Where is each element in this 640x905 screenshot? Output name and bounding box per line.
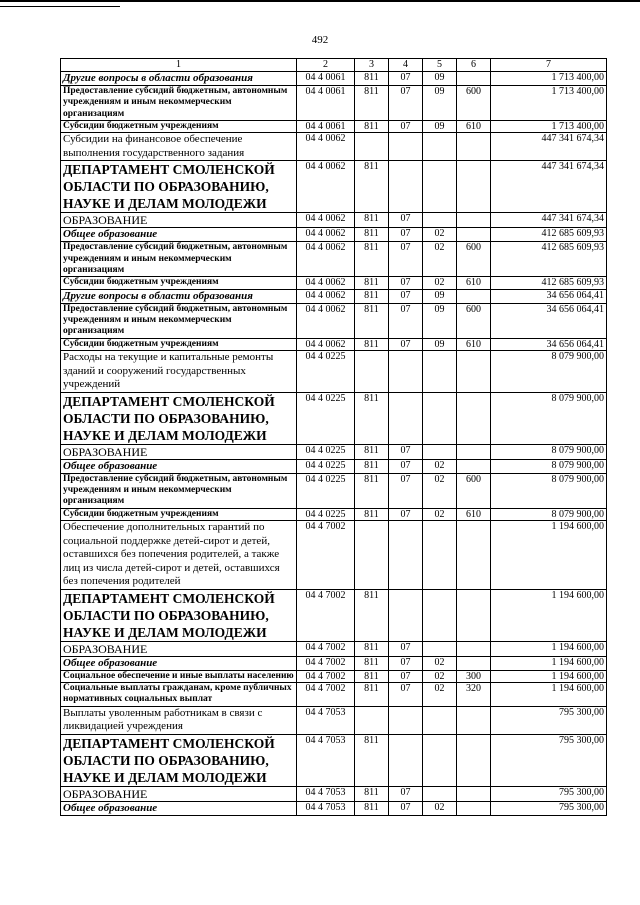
row-rz: 07 <box>389 444 423 459</box>
row-sum: 1 713 400,00 <box>491 120 607 133</box>
table-row <box>61 277 607 290</box>
row-vr <box>457 351 491 393</box>
row-vr: 300 <box>457 670 491 683</box>
row-vr <box>457 786 491 801</box>
row-pr <box>423 641 457 656</box>
row-name: ДЕПАРТАМЕНТ СМОЛЕНСКОЙ ОБЛАСТИ ПО ОБРАЗОВАНИЮ, НАУКЕ И ДЕЛАМ МОЛОДЕЖИ <box>61 161 297 213</box>
row-pr: 02 <box>423 473 457 508</box>
table-row <box>61 656 607 670</box>
row-ved: 811 <box>355 242 389 277</box>
page-number: 492 <box>311 34 329 46</box>
row-sum: 1 194 600,00 <box>491 670 607 683</box>
row-vr <box>457 392 491 444</box>
row-pr: 09 <box>423 289 457 303</box>
row-sum: 447 341 674,34 <box>491 133 607 161</box>
row-code: 04 4 0062 <box>297 289 355 303</box>
row-sum: 8 079 900,00 <box>491 351 607 393</box>
row-ved: 811 <box>355 589 389 641</box>
row-name: ОБРАЗОВАНИЕ <box>61 641 297 656</box>
row-vr <box>457 289 491 303</box>
row-vr <box>457 228 491 242</box>
row-sum: 8 079 900,00 <box>491 473 607 508</box>
row-code: 04 4 7053 <box>297 786 355 801</box>
row-name: Субсидии бюджетным учреждениям <box>61 338 297 351</box>
row-ved: 811 <box>355 801 389 815</box>
row-code: 04 4 7002 <box>297 641 355 656</box>
row-pr <box>423 161 457 213</box>
row-ved: 811 <box>355 277 389 290</box>
row-sum: 1 194 600,00 <box>491 656 607 670</box>
header-col-4: 4 <box>389 59 423 72</box>
row-rz: 07 <box>389 459 423 473</box>
row-vr <box>457 444 491 459</box>
row-sum: 8 079 900,00 <box>491 392 607 444</box>
row-pr: 09 <box>423 338 457 351</box>
row-vr <box>457 706 491 734</box>
row-name: ОБРАЗОВАНИЕ <box>61 213 297 228</box>
row-name: Социальные выплаты гражданам, кроме публичных нормативных социальных выплат <box>61 683 297 707</box>
header-col-1: 1 <box>61 59 297 72</box>
row-code: 04 4 0061 <box>297 72 355 86</box>
row-code: 04 4 0062 <box>297 303 355 338</box>
row-rz: 07 <box>389 641 423 656</box>
row-pr: 02 <box>423 459 457 473</box>
row-sum: 34 656 064,41 <box>491 303 607 338</box>
row-code: 04 4 7053 <box>297 706 355 734</box>
table-row <box>61 734 607 786</box>
row-name: Субсидии бюджетным учреждениям <box>61 277 297 290</box>
row-pr <box>423 734 457 786</box>
row-name: Другие вопросы в области образования <box>61 72 297 86</box>
row-sum: 447 341 674,34 <box>491 213 607 228</box>
header-col-5: 5 <box>423 59 457 72</box>
row-code: 04 4 0225 <box>297 473 355 508</box>
row-ved: 811 <box>355 338 389 351</box>
row-rz <box>389 392 423 444</box>
row-ved: 811 <box>355 683 389 707</box>
row-code: 04 4 0062 <box>297 277 355 290</box>
row-ved: 811 <box>355 641 389 656</box>
table-row <box>61 508 607 521</box>
table-row <box>61 289 607 303</box>
row-rz: 07 <box>389 338 423 351</box>
row-pr <box>423 351 457 393</box>
row-vr <box>457 72 491 86</box>
row-vr: 610 <box>457 508 491 521</box>
row-rz: 07 <box>389 120 423 133</box>
row-code: 04 4 7053 <box>297 801 355 815</box>
row-code: 04 4 7002 <box>297 656 355 670</box>
row-vr <box>457 213 491 228</box>
row-pr <box>423 786 457 801</box>
row-name: Субсидии бюджетным учреждениям <box>61 120 297 133</box>
row-rz: 07 <box>389 228 423 242</box>
row-rz: 07 <box>389 213 423 228</box>
row-vr <box>457 641 491 656</box>
row-code: 04 4 0062 <box>297 228 355 242</box>
row-name: ОБРАЗОВАНИЕ <box>61 444 297 459</box>
row-code: 04 4 0225 <box>297 392 355 444</box>
row-code: 04 4 7002 <box>297 521 355 590</box>
table-row <box>61 228 607 242</box>
row-rz <box>389 521 423 590</box>
row-pr: 02 <box>423 683 457 707</box>
table-row <box>61 706 607 734</box>
row-pr <box>423 521 457 590</box>
row-name: Общее образование <box>61 801 297 815</box>
row-sum: 795 300,00 <box>491 786 607 801</box>
row-sum: 412 685 609,93 <box>491 242 607 277</box>
row-rz: 07 <box>389 683 423 707</box>
table-row <box>61 473 607 508</box>
row-name: Общее образование <box>61 228 297 242</box>
row-vr: 610 <box>457 277 491 290</box>
row-name: Социальное обеспечение и иные выплаты населению <box>61 670 297 683</box>
row-pr: 02 <box>423 670 457 683</box>
row-code: 04 4 7002 <box>297 683 355 707</box>
row-rz <box>389 734 423 786</box>
row-ved: 811 <box>355 786 389 801</box>
row-name: Общее образование <box>61 656 297 670</box>
row-sum: 1 194 600,00 <box>491 641 607 656</box>
row-pr: 02 <box>423 801 457 815</box>
row-name: ОБРАЗОВАНИЕ <box>61 786 297 801</box>
top-border-line-short <box>0 6 120 7</box>
row-rz: 07 <box>389 289 423 303</box>
row-code: 04 4 0225 <box>297 508 355 521</box>
row-pr: 09 <box>423 86 457 121</box>
row-name: Субсидии на финансовое обеспечение выполнения государственного задания <box>61 133 297 161</box>
row-ved: 811 <box>355 289 389 303</box>
row-name: Предоставление субсидий бюджетным, автономным учреждениям и иным некоммерческим организациям <box>61 473 297 508</box>
row-sum: 447 341 674,34 <box>491 161 607 213</box>
table-row <box>61 392 607 444</box>
header-col-2: 2 <box>297 59 355 72</box>
top-border-line <box>0 0 640 2</box>
row-rz: 07 <box>389 508 423 521</box>
row-vr <box>457 801 491 815</box>
row-sum: 34 656 064,41 <box>491 338 607 351</box>
row-ved: 811 <box>355 303 389 338</box>
row-ved: 811 <box>355 473 389 508</box>
row-pr <box>423 589 457 641</box>
row-rz: 07 <box>389 670 423 683</box>
row-rz <box>389 589 423 641</box>
row-rz: 07 <box>389 72 423 86</box>
row-rz <box>389 706 423 734</box>
row-ved <box>355 521 389 590</box>
row-rz: 07 <box>389 242 423 277</box>
table-body <box>61 72 607 816</box>
row-name: ДЕПАРТАМЕНТ СМОЛЕНСКОЙ ОБЛАСТИ ПО ОБРАЗОВАНИЮ, НАУКЕ И ДЕЛАМ МОЛОДЕЖИ <box>61 589 297 641</box>
row-name: Выплаты уволенным работникам в связи с ликвидацией учреждения <box>61 706 297 734</box>
row-rz: 07 <box>389 473 423 508</box>
row-ved: 811 <box>355 72 389 86</box>
row-ved <box>355 351 389 393</box>
row-rz <box>389 351 423 393</box>
row-sum: 8 079 900,00 <box>491 508 607 521</box>
row-name: Предоставление субсидий бюджетным, автономным учреждениям и иным некоммерческим организациям <box>61 303 297 338</box>
row-sum: 795 300,00 <box>491 734 607 786</box>
row-ved: 811 <box>355 734 389 786</box>
table-row <box>61 589 607 641</box>
row-name: Предоставление субсидий бюджетным, автономным учреждениям и иным некоммерческим организациям <box>61 242 297 277</box>
row-ved: 811 <box>355 213 389 228</box>
row-ved: 811 <box>355 656 389 670</box>
row-rz: 07 <box>389 303 423 338</box>
row-sum: 1 194 600,00 <box>491 521 607 590</box>
row-code: 04 4 0225 <box>297 459 355 473</box>
row-pr: 09 <box>423 72 457 86</box>
row-pr: 02 <box>423 242 457 277</box>
table-row <box>61 683 607 707</box>
table-row <box>61 213 607 228</box>
table-row <box>61 351 607 393</box>
row-ved <box>355 133 389 161</box>
row-sum: 795 300,00 <box>491 706 607 734</box>
row-name: ДЕПАРТАМЕНТ СМОЛЕНСКОЙ ОБЛАСТИ ПО ОБРАЗОВАНИЮ, НАУКЕ И ДЕЛАМ МОЛОДЕЖИ <box>61 392 297 444</box>
row-vr: 610 <box>457 120 491 133</box>
table-row <box>61 444 607 459</box>
row-pr: 02 <box>423 277 457 290</box>
row-sum: 34 656 064,41 <box>491 289 607 303</box>
row-name: Другие вопросы в области образования <box>61 289 297 303</box>
row-name: ДЕПАРТАМЕНТ СМОЛЕНСКОЙ ОБЛАСТИ ПО ОБРАЗОВАНИЮ, НАУКЕ И ДЕЛАМ МОЛОДЕЖИ <box>61 734 297 786</box>
row-vr: 600 <box>457 242 491 277</box>
row-pr: 02 <box>423 508 457 521</box>
row-vr <box>457 133 491 161</box>
table-row <box>61 120 607 133</box>
row-pr <box>423 392 457 444</box>
row-vr <box>457 589 491 641</box>
row-sum: 412 685 609,93 <box>491 228 607 242</box>
row-ved: 811 <box>355 444 389 459</box>
table-row <box>61 303 607 338</box>
row-code: 04 4 7053 <box>297 734 355 786</box>
row-pr <box>423 706 457 734</box>
table-row <box>61 521 607 590</box>
row-rz: 07 <box>389 277 423 290</box>
row-pr <box>423 133 457 161</box>
row-code: 04 4 7002 <box>297 589 355 641</box>
row-pr: 02 <box>423 228 457 242</box>
row-name: Общее образование <box>61 459 297 473</box>
row-vr <box>457 521 491 590</box>
row-rz: 07 <box>389 786 423 801</box>
row-rz <box>389 133 423 161</box>
row-vr <box>457 656 491 670</box>
table-row <box>61 86 607 121</box>
table-row <box>61 641 607 656</box>
row-name: Предоставление субсидий бюджетным, автономным учреждениям и иным некоммерческим организациям <box>61 86 297 121</box>
row-pr: 09 <box>423 120 457 133</box>
row-pr: 09 <box>423 303 457 338</box>
row-ved <box>355 706 389 734</box>
row-vr <box>457 459 491 473</box>
row-code: 04 4 0062 <box>297 213 355 228</box>
row-sum: 8 079 900,00 <box>491 444 607 459</box>
table-row <box>61 133 607 161</box>
row-code: 04 4 0062 <box>297 161 355 213</box>
table-row <box>61 459 607 473</box>
row-name: Расходы на текущие и капитальные ремонты зданий и сооружений государственных учреждений <box>61 351 297 393</box>
row-code: 04 4 0061 <box>297 86 355 121</box>
table-row <box>61 670 607 683</box>
row-ved: 811 <box>355 508 389 521</box>
table-row <box>61 801 607 815</box>
row-code: 04 4 0062 <box>297 242 355 277</box>
row-sum: 1 713 400,00 <box>491 72 607 86</box>
row-ved: 811 <box>355 670 389 683</box>
row-rz <box>389 161 423 213</box>
row-sum: 1 194 600,00 <box>491 683 607 707</box>
row-vr <box>457 734 491 786</box>
row-sum: 1 713 400,00 <box>491 86 607 121</box>
row-rz: 07 <box>389 86 423 121</box>
row-ved: 811 <box>355 459 389 473</box>
header-col-6: 6 <box>457 59 491 72</box>
header-col-7: 7 <box>491 59 607 72</box>
row-code: 04 4 0062 <box>297 338 355 351</box>
row-name: Обеспечение дополнительных гарантий по социальной поддержке детей-сирот и детей, оставшихся без попечения родителей, а также лиц из числа детей-сирот и детей, оставшихся без попечения родителей <box>61 521 297 590</box>
row-name: Субсидии бюджетным учреждениям <box>61 508 297 521</box>
row-sum: 1 194 600,00 <box>491 589 607 641</box>
row-code: 04 4 0062 <box>297 133 355 161</box>
row-code: 04 4 0225 <box>297 351 355 393</box>
table-row <box>61 338 607 351</box>
row-sum: 412 685 609,93 <box>491 277 607 290</box>
row-sum: 8 079 900,00 <box>491 459 607 473</box>
row-vr: 610 <box>457 338 491 351</box>
row-pr <box>423 444 457 459</box>
row-ved: 811 <box>355 86 389 121</box>
table-row <box>61 242 607 277</box>
row-code: 04 4 0061 <box>297 120 355 133</box>
row-ved: 811 <box>355 120 389 133</box>
row-vr <box>457 161 491 213</box>
row-vr: 600 <box>457 303 491 338</box>
row-ved: 811 <box>355 392 389 444</box>
row-vr: 600 <box>457 86 491 121</box>
row-rz: 07 <box>389 801 423 815</box>
header-col-3: 3 <box>355 59 389 72</box>
row-vr: 320 <box>457 683 491 707</box>
row-rz: 07 <box>389 656 423 670</box>
table-row <box>61 161 607 213</box>
row-sum: 795 300,00 <box>491 801 607 815</box>
row-vr: 600 <box>457 473 491 508</box>
row-pr <box>423 213 457 228</box>
row-code: 04 4 7002 <box>297 670 355 683</box>
budget-table <box>60 58 607 816</box>
row-pr: 02 <box>423 656 457 670</box>
row-ved: 811 <box>355 228 389 242</box>
row-code: 04 4 0225 <box>297 444 355 459</box>
table-row <box>61 72 607 86</box>
header-row <box>61 59 607 72</box>
table-row <box>61 786 607 801</box>
row-ved: 811 <box>355 161 389 213</box>
